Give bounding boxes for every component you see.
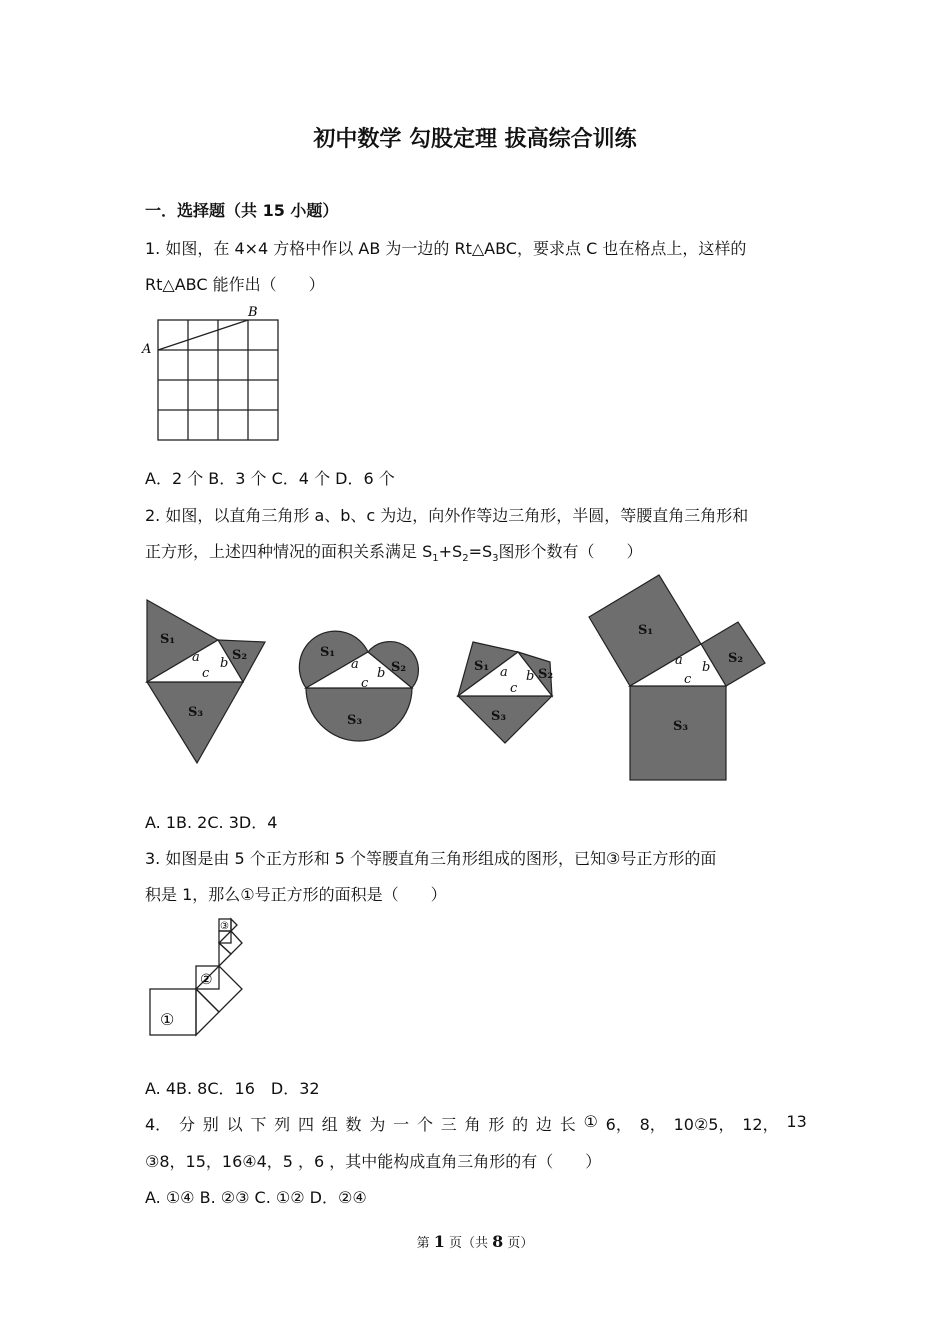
svg-text:b: b: [377, 666, 386, 681]
q3-text-line2: 积是 1，那么①号正方形的面积是（ ）: [145, 885, 447, 904]
q4-options: A. ①④ B. ②③ C. ①② D．②④: [145, 1188, 367, 1207]
triangle-3: [231, 919, 237, 931]
svg-text:b: b: [220, 656, 229, 671]
q2-options: A. 1B. 2C. 3D．4: [145, 813, 278, 832]
q4-text-line1: 4． 分 别 以 下 列 四 组 数 为 一 个 三 角 形 的 边 长 ① 6， 8， 10②5， 12， 13: [145, 1112, 807, 1134]
svg-text:S₃: S₃: [188, 705, 204, 720]
svg-text:c: c: [510, 681, 518, 696]
svg-text:a: a: [351, 657, 359, 672]
svg-text:c: c: [202, 666, 210, 681]
svg-text:a: a: [500, 665, 508, 680]
q1-text-line2: Rt△ABC 能作出（ ）: [145, 275, 325, 294]
svg-text:a: a: [675, 653, 683, 668]
triangle-1: [196, 989, 219, 1035]
point-b-label: B: [248, 305, 258, 320]
q3-text-line1: 3. 如图是由 5 个正方形和 5 个等腰直角三角形组成的图形，已知③号正方形的面: [145, 849, 717, 868]
svg-text:c: c: [684, 672, 692, 687]
q1-text-line1: 1. 如图，在 4×4 方格中作以 AB 为一边的 Rt△ABC，要求点 C 也在格点上，这样的: [145, 239, 747, 258]
q4-text-line2: ③8，15，16④4，5 ，6 ，其中能构成直角三角形的有（ ）: [145, 1152, 602, 1171]
figure-isosceles-triangles: [458, 642, 552, 743]
section-heading: 一．选择题（共 15 小题）: [145, 201, 339, 220]
svg-text:S₁: S₁: [320, 645, 336, 660]
figure-equilateral-triangles: [147, 600, 265, 763]
svg-text:S₂: S₂: [391, 660, 407, 675]
svg-text:③: ③: [220, 921, 229, 932]
svg-text:②: ②: [200, 972, 213, 988]
svg-text:S₂: S₂: [232, 648, 248, 663]
svg-text:S₁: S₁: [474, 659, 490, 674]
svg-text:b: b: [526, 669, 535, 684]
svg-text:c: c: [361, 676, 369, 691]
page-footer: 第 1 页（共 8 页）: [416, 1232, 534, 1251]
svg-text:①: ①: [160, 1010, 175, 1029]
triangle-2: [219, 943, 231, 966]
point-a-label: A: [142, 342, 152, 357]
svg-text:b: b: [702, 660, 711, 675]
svg-text:S₂: S₂: [538, 667, 554, 682]
q2-text-line1: 2. 如图，以直角三角形 a、b、c 为边，向外作等边三角形，半圆，等腰直角三角形和: [145, 506, 749, 525]
q3-square-figure: [140, 912, 270, 1042]
total-pages: 8: [492, 1232, 504, 1251]
svg-text:S₃: S₃: [491, 709, 507, 724]
q1-grid-figure: [140, 300, 290, 445]
svg-text:S₁: S₁: [638, 623, 654, 638]
svg-text:S₂: S₂: [728, 651, 744, 666]
svg-text:S₁: S₁: [160, 632, 176, 647]
svg-text:S₃: S₃: [673, 719, 689, 734]
q2-figures: [140, 570, 780, 785]
segment-ab: [158, 320, 248, 350]
figure-squares: [589, 575, 765, 780]
q3-options: A. 4B. 8C．16 D．32: [145, 1079, 320, 1098]
page-title: 初中数学 勾股定理 拔高综合训练: [313, 126, 637, 152]
svg-text:S₃: S₃: [347, 713, 363, 728]
svg-text:a: a: [192, 650, 200, 665]
q2-text-line2: 正方形，上述四种情况的面积关系满足 $S_1+S_2=S_3$图形个数有（ ）: [145, 542, 643, 565]
current-page: 1: [433, 1232, 445, 1251]
q1-options: A．2 个 B．3 个 C．4 个 D．6 个: [145, 469, 395, 488]
